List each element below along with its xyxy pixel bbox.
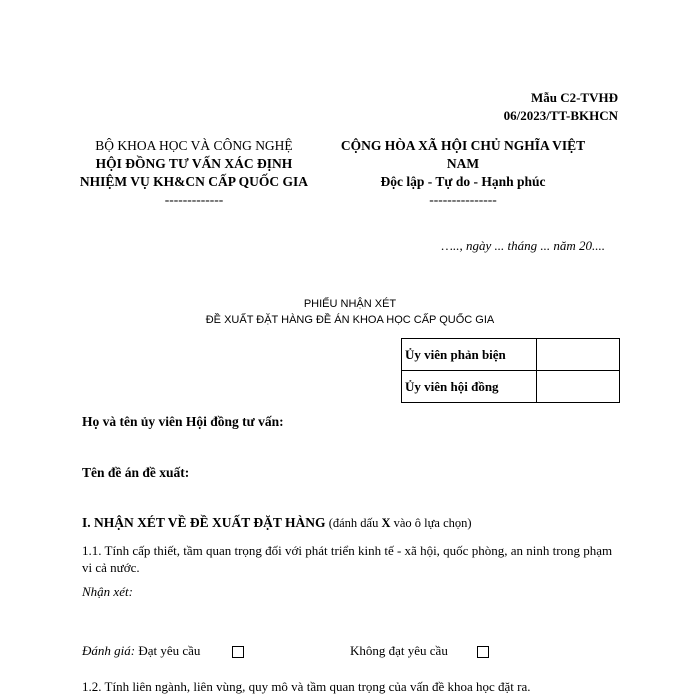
right-header — [330, 137, 596, 209]
role-row — [402, 339, 620, 371]
role-row — [402, 371, 620, 403]
role-value-cell[interactable] — [537, 371, 620, 403]
document-subtitle: ĐỀ XUẤT ĐẶT HÀNG ĐỀ ÁN KHOA HỌC CẤP QUỐC GIA — [205, 314, 495, 326]
comment-label: Nhận xét: — [82, 584, 133, 599]
form-code — [504, 89, 618, 125]
section-1-note-prefix: (đánh dấu — [325, 516, 382, 530]
document-title: PHIẾU NHẬN XÉT — [303, 298, 397, 310]
pass-label: Đạt yêu cầu — [135, 643, 201, 658]
left-header — [78, 137, 310, 209]
country-name: CỘNG HÒA XÃ HỘI CHỦ NGHĨA VIỆT NAM — [340, 138, 586, 171]
right-separator: --------------- — [429, 192, 497, 207]
section-1-title: I. NHẬN XÉT VỀ ĐỀ XUẤT ĐẶT HÀNG — [82, 515, 326, 530]
form-code-line2: 06/2023/TT-BKHCN — [503, 108, 618, 123]
role-table — [401, 338, 620, 403]
section-1-note-suffix: vào ô lựa chọn) — [390, 516, 472, 530]
role-value-cell[interactable] — [537, 339, 620, 371]
role-label: Ủy viên hội đồng — [402, 371, 537, 403]
role-label: Ủy viên phản biện — [402, 339, 537, 371]
council-name: HỘI ĐỒNG TƯ VẤN XÁC ĐỊNH NHIỆM VỤ KH&CN CẤP QUỐC GIA — [79, 156, 309, 189]
proposal-name-label: Tên đề án đề xuất: — [82, 465, 190, 480]
section-1-heading — [82, 515, 472, 531]
item-1-2: 1.2. Tính liên ngành, liên vùng, quy mô và tầm quan trọng của vấn đề khoa học đặt ra. — [82, 679, 531, 694]
form-code-line1: Mẫu C2-TVHĐ — [530, 90, 618, 105]
member-name-label: Họ và tên ủy viên Hội đồng tư vấn: — [82, 414, 284, 429]
ministry-name: BỘ KHOA HỌC VÀ CÔNG NGHỆ — [95, 138, 293, 153]
evaluation-row — [82, 643, 622, 663]
item-1-1: 1.1. Tính cấp thiết, tầm quan trọng đối với phát triển kinh tế - xã hội, quốc phòng, an ninh trong phạm vi cả nước. — [82, 543, 613, 575]
evaluation-label-group — [82, 643, 200, 659]
pass-checkbox[interactable] — [232, 646, 244, 658]
section-1-note-mark: X — [381, 516, 391, 530]
date-line: ….., ngày ... tháng ... năm 20.... — [441, 238, 605, 253]
evaluation-label: Đánh giá: — [82, 643, 136, 658]
national-motto: Độc lập - Tự do - Hạnh phúc — [380, 174, 546, 189]
fail-checkbox[interactable] — [477, 646, 489, 658]
left-separator: ------------- — [164, 192, 224, 207]
fail-label: Không đạt yêu cầu — [350, 643, 448, 658]
